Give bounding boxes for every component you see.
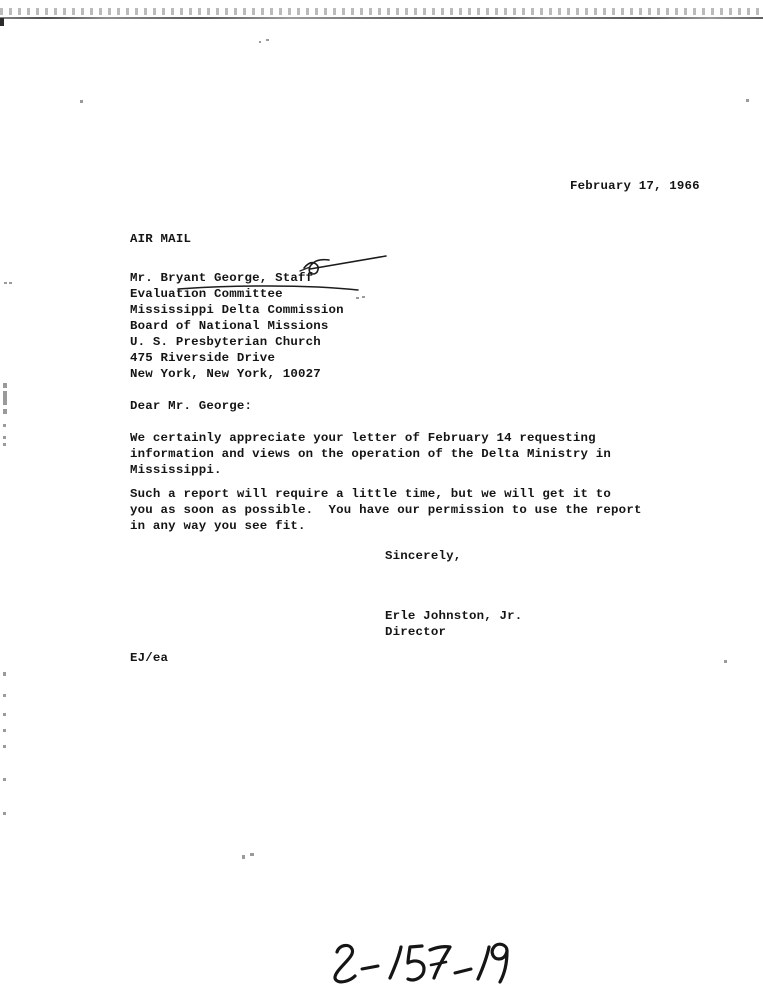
- scan-speck: [3, 713, 6, 716]
- scan-speck: [3, 812, 6, 815]
- scan-speck: [3, 391, 7, 405]
- scan-speck: [3, 443, 6, 446]
- body-line: We certainly appreciate your letter of February 14 requesting: [130, 431, 596, 445]
- address-line: U. S. Presbyterian Church: [130, 335, 321, 349]
- scan-speck: [266, 39, 269, 41]
- address-line: 475 Riverside Drive: [130, 351, 276, 365]
- handwritten-underline: [178, 284, 360, 292]
- body-paragraph: [130, 430, 611, 478]
- body-paragraph: [130, 486, 642, 534]
- signer-title: Director: [385, 625, 447, 639]
- scan-speck: [250, 853, 254, 856]
- signer-name: Erle Johnston, Jr.: [385, 609, 523, 623]
- address-line: New York, New York, 10027: [130, 367, 321, 381]
- scan-speck: [3, 745, 6, 748]
- scan-speck: [242, 855, 245, 859]
- scan-edge-speckle: [0, 8, 763, 15]
- address-line: Board of National Missions: [130, 319, 329, 333]
- scan-speck: [3, 694, 6, 697]
- typist-initials: EJ/ea: [130, 651, 169, 665]
- body-line: Such a report will require a little time, but we will get it to: [130, 487, 612, 501]
- address-line: Evaluation Committee: [130, 287, 283, 301]
- scan-speck: [724, 660, 727, 663]
- scan-speck: [3, 424, 6, 427]
- scan-speck: [3, 729, 6, 732]
- body-line: Mississippi.: [130, 463, 222, 477]
- scan-speck: [3, 409, 7, 414]
- scan-speck: [362, 296, 365, 298]
- scan-speck: [746, 99, 749, 102]
- body-line: you as soon as possible. You have our permission to use the report: [130, 503, 642, 517]
- closing: Sincerely,: [385, 549, 462, 563]
- scan-speck: [80, 100, 83, 103]
- signature-block: [385, 608, 522, 640]
- scan-speck: [259, 41, 261, 43]
- handwritten-pen-mark: [298, 252, 390, 278]
- address-line: Mississippi Delta Commission: [130, 303, 344, 317]
- scan-speck: [4, 282, 7, 284]
- address-line: Mr. Bryant George, Staff: [130, 271, 314, 285]
- salutation: Dear Mr. George:: [130, 399, 253, 413]
- delivery-notation: AIR MAIL: [130, 232, 192, 246]
- body-line: in any way you see fit.: [130, 519, 306, 533]
- scan-edge-line: [0, 17, 763, 19]
- scan-speck: [3, 672, 6, 676]
- body-line: information and views on the operation of the Delta Ministry in: [130, 447, 612, 461]
- scan-corner-artifact: [0, 18, 4, 26]
- letter-date: February 17, 1966: [570, 179, 700, 193]
- scan-speck: [3, 383, 7, 388]
- scan-speck: [3, 778, 6, 781]
- scan-speck: [9, 282, 12, 284]
- archive-number-handwritten: [330, 938, 510, 990]
- scan-speck: [356, 297, 359, 299]
- scan-speck: [3, 436, 6, 439]
